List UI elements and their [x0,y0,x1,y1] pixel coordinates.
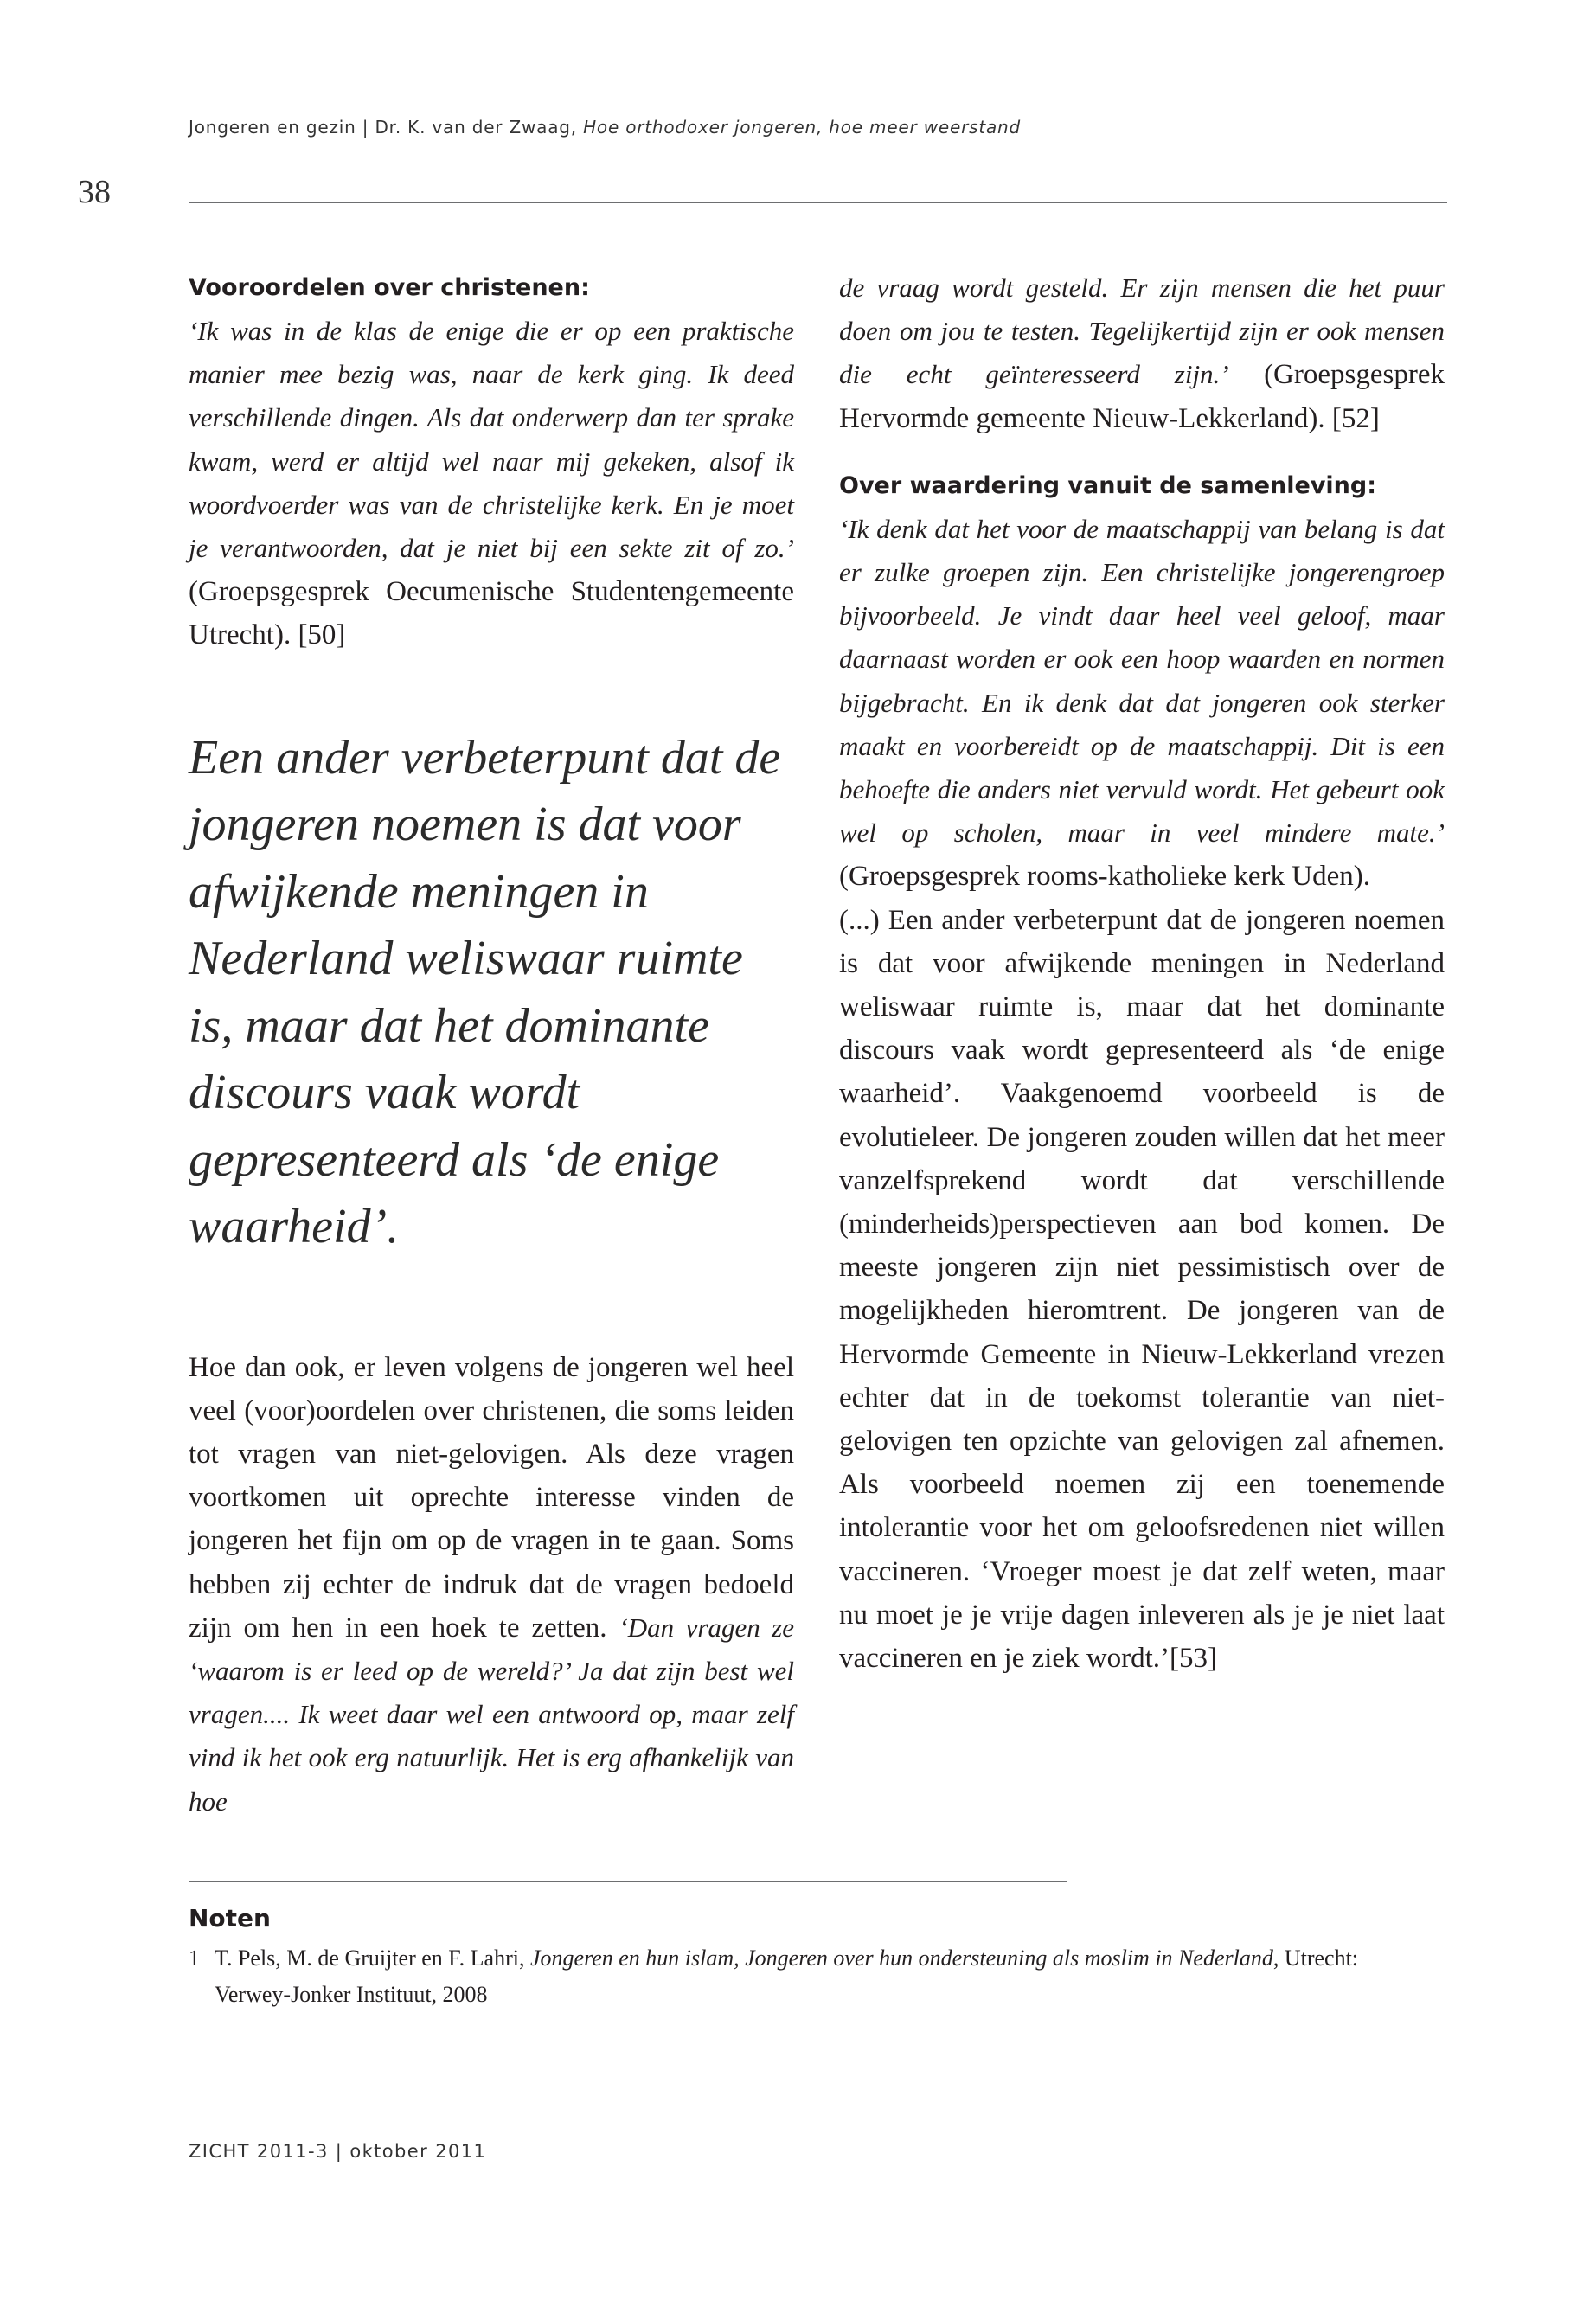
footnote-number: 1 [189,1945,200,1971]
quote-paragraph-2 [839,508,1445,899]
running-head [189,117,1021,138]
notes-divider [189,1881,1067,1882]
quote-paragraph-1 [189,310,794,657]
quote-continuation [839,266,1445,440]
body-text: Hoe dan ook, er leven volgens de jongeren wel heel veel (voor)oordelen over christenen, die soms leiden tot vragen van niet-gelovigen. Als deze vragen voortkomen uit oprechte interesse vinden de jongeren het fijn om op de vragen in te gaan. Soms hebben zij echter de indruk dat de vragen bedoeld zijn om hen in een hoek te zetten. [189,1351,794,1644]
footnote-title: Jongeren en hun islam, Jongeren over hun ondersteuning als moslim in Nederland [529,1945,1273,1971]
left-column [189,266,794,1823]
page-number: 38 [78,174,111,210]
quote-text: ‘Ik denk dat het voor de maatschappij van belang is dat er zulke groepen zijn. Een christelijke jongerengroep bijvoorbeeld. Je vindt daar heel veel geloof, maar daarnaast worden er ook een hoop waarden en normen bijgebracht. En ik denk dat dat jongeren ook sterker maakt en voorbereidt op de maatschappij. Dit is een behoefte die anders niet vervuld wordt. Het gebeurt ook wel op scholen, maar in veel mindere mate.’ [839,513,1445,849]
quote-source: (Groepsgesprek rooms-katholieke kerk Uden). [839,861,1370,893]
section-heading-appreciation: Over waardering vanuit de samenleving: [839,471,1377,499]
footnote-place: , Utrecht: [1272,1945,1359,1971]
header-divider [189,202,1447,203]
body-paragraph [189,1346,794,1823]
notes-title: Noten [189,1904,271,1932]
footnote-authors: T. Pels, M. de Gruijter en F. Lahri, [215,1945,530,1971]
footnote-publisher: Verwey-Jonker Instituut, 2008 [215,1982,488,2007]
quote-text: de vraag wordt gesteld. Er zijn mensen die het puur doen om jou te testen. Tegelijkertijd zijn er ook mensen die echt geïnteresseerd zijn.’ [839,272,1445,390]
running-head-text: Jongeren en gezin | Dr. K. van der Zwaag, [189,117,584,138]
running-head-title: Hoe orthodoxer jongeren, hoe meer weerstand [583,117,1021,138]
footnote-1 [189,1940,1447,2013]
right-column [839,266,1445,1680]
quote-text: ‘Ik was in de klas de enige die er op een praktische manier mee bezig was, naar de kerk ging. Ik deed verschillende dingen. Als dat onderwerp dan ter sprake kwam, werd er altijd wel naar mij gekeken, alsof ik woordvoerder was van de christelijke kerk. En je moet je verantwoorden, dat je niet bij een sekte zit of zo.’ [189,316,794,564]
pull-quote: Een ander verbeterpunt dat de jongeren noemen is dat voor afwijkende meningen in Nederland weliswaar ruimte is, maar dat het dominante discours vaak wordt gepresenteerd als ‘de enige waarheid’. [189,730,781,1254]
section-heading-prejudices: Vooroordelen over christenen: [189,274,590,301]
quote-source: (Groepsgesprek Oecumenische Studentengemeente Utrecht). [50] [189,576,794,651]
quote-text: ‘Dan vragen ze ‘waarom is er leed op de wereld?’ Ja dat zijn best wel vragen.... Ik weet daar wel een antwoord op, maar zelf vind ik het ook erg natuurlijk. Het is erg afhankelijk van hoe [189,1612,794,1817]
quote-source: (Groepsgesprek Hervormde gemeente Nieuw-Lekkerland). [52] [839,359,1445,434]
body-paragraph-2: (...) Een ander verbeterpunt dat de jongeren noemen is dat voor afwijkende meningen in Nederland weliswaar ruimte is, maar dat het dominante discours vaak wordt gepresenteerd als ‘de enige waarheid’. Vaakgenoemd voorbeeld is de evolutieleer. De jongeren zouden willen dat het meer vanzelfsprekend wordt dat verschillende (minderheids)perspectieven aan bod komen. De meeste jongeren zijn niet pessimistisch over de mogelijkheden hieromtrent. De jongeren van de Hervormde Gemeente in Nieuw-Lekkerland vrezen echter dat in de toekomst tolerantie van niet-gelovigen ten opzichte van gelovigen zal afnemen. Als voorbeeld noemen zij een toenemende intolerantie voor het om geloofsredenen niet willen vaccineren. ‘Vroeger moest je dat zelf weten, maar nu moet je je vrije dagen inleveren als je je niet laat vaccineren en je ziek wordt.’[53] [839,904,1445,1675]
page-footer: ZICHT 2011-3 | oktober 2011 [189,2141,487,2162]
